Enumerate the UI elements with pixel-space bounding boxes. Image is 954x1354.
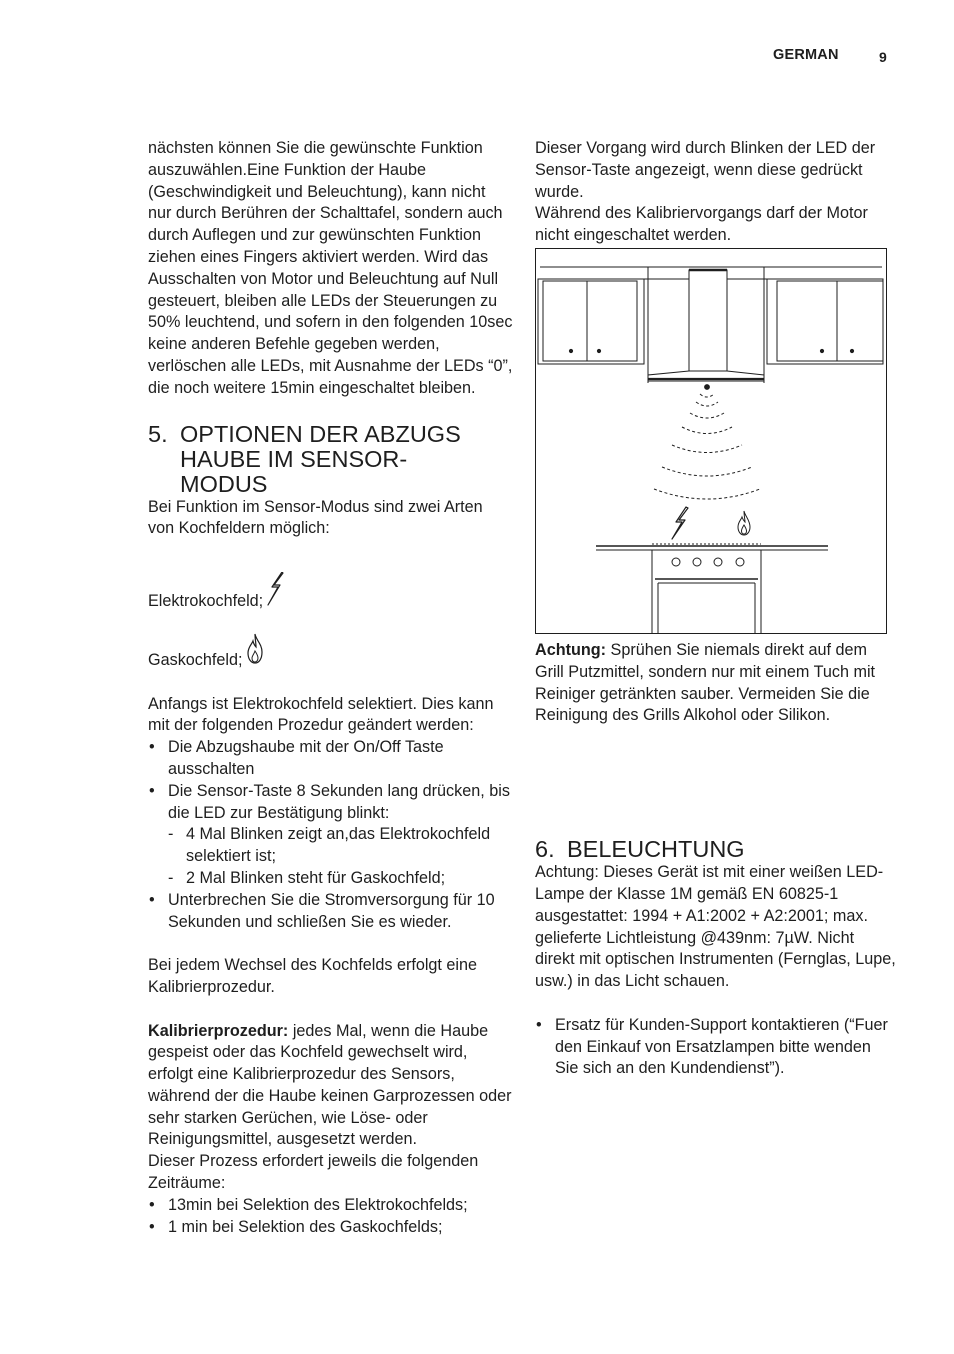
list-item: • 1 min bei Selektion des Gaskochfelds; bbox=[148, 1217, 513, 1239]
hood-sensor-illustration bbox=[535, 248, 887, 634]
electric-hob-label: Elektrokochfeld; bbox=[148, 592, 264, 611]
section-5-heading bbox=[148, 422, 513, 497]
process-text: Dieser Prozess erfordert jeweils die folgenden Zeiträume: bbox=[148, 1152, 479, 1193]
hood-chimney bbox=[689, 270, 727, 371]
blink-text: Dieser Vorgang wird durch Blinken der LED der Sensor-Taste angezeigt, wenn diese gedrückt wurde. bbox=[535, 139, 876, 201]
warning-paragraph: Achtung: Sprühen Sie niemals direkt auf dem Grill Putzmittel, sondern nur mit einem Tuch mit Reiniger getränkten sauber. Vermeiden Sie die Reinigung des Grills Alkohol oder Silikon. bbox=[535, 640, 876, 725]
support-list bbox=[535, 1015, 897, 1080]
section-6-heading bbox=[535, 837, 897, 862]
list-item: - 4 Mal Blinken zeigt an,das Elektrokochfeld selektiert ist; bbox=[148, 824, 513, 868]
duration-list bbox=[148, 1195, 513, 1239]
section-6-number: 6. bbox=[535, 836, 555, 863]
change-note: Bei jedem Wechsel des Kochfelds erfolgt eine Kalibrierprozedur. bbox=[148, 956, 478, 996]
warning-label: Achtung: bbox=[535, 640, 607, 659]
section-5-title: OPTIONEN DER ABZUGS HAUBE IM SENSOR-MODUS bbox=[180, 420, 461, 497]
list-item: • Unterbrechen Sie die Stromversorgung für 10 Sekunden und schließen Sie es wieder. bbox=[148, 890, 513, 934]
list-item: • Die Sensor-Taste 8 Sekunden lang drücken, bis die LED zur Bestätigung blinkt: - 4 Mal Blinken zeigt an,das Elektrokochfeld selektiert ist; - 2 Mal Blinken steht für Gaskochfeld; bbox=[148, 781, 513, 890]
gas-hob-row bbox=[148, 633, 513, 672]
list-item: • Ersatz für Kunden-Support kontaktieren (“Fuer den Einkauf von Ersatzlampen bitte wenden Sie sich an den Kundendienst”). bbox=[535, 1015, 897, 1080]
section-5-intro: Bei Funktion im Sensor-Modus sind zwei Arten von Kochfeldern möglich: bbox=[148, 497, 483, 538]
list-item: • 13min bei Selektion des Elektrokochfelds; bbox=[148, 1195, 513, 1217]
wall-cabinet-right bbox=[767, 279, 883, 364]
calibration-paragraph: Kalibrierprozedur: jedes Mal, wenn die Haube gespeist oder das Kochfeld gewechselt wird, erfolgt eine Kalibrierprozedur des Sensors, während der die Haube keinen Garprozessen oder sehr starken Gerüchen, wie Löse- oder Reinigungsmittel, ausgesetzt werden. bbox=[148, 1021, 512, 1149]
list-item: - 2 Mal Blinken steht für Gaskochfeld; bbox=[148, 868, 513, 890]
section-6-title: BELEUCHTUNG bbox=[567, 836, 745, 863]
page-number: 9 bbox=[879, 49, 887, 65]
left-column bbox=[148, 138, 513, 1238]
flame-icon bbox=[245, 633, 265, 672]
default-hob-text: Anfangs ist Elektrokochfeld selektiert. Dies kann mit der folgenden Prozedur geändert werden: bbox=[148, 694, 494, 735]
section-6-text: Achtung: Dieses Gerät ist mit einer weißen LED-Lampe der Klasse 1M gemäß EN 60825-1 ausgestattet: 1994 + A1:2002 + A2:2001; max. gelieferte Lichtleistung @439nm: 7µW. Nicht direkt mit optischen Instrumenten (Fernglas, Lupe, usw.) in das Licht schauen. bbox=[535, 863, 896, 991]
blink-substeps bbox=[148, 824, 513, 889]
section-5-number: 5. bbox=[148, 420, 168, 447]
gas-hob-label: Gaskochfeld; bbox=[148, 650, 243, 669]
calibration-label: Kalibrierprozedur: bbox=[148, 1021, 289, 1040]
right-column bbox=[535, 138, 897, 1080]
list-item: • Die Abzugshaube mit der On/Off Taste ausschalten bbox=[148, 737, 513, 781]
header-language: GERMAN bbox=[773, 47, 839, 63]
lightning-icon bbox=[266, 572, 286, 613]
motor-text: Während des Kalibriervorgangs darf der Motor nicht eingeschaltet werden. bbox=[535, 204, 868, 245]
hob-change-steps bbox=[148, 737, 513, 933]
intro-paragraph: nächsten können Sie die gewünschte Funktion auszuwählen.Eine Funktion der Haube (Geschwindigkeit und Beleuchtung), kann nicht nur durch Berühren der Schalttafel, sondern auch durch Auflegen und zur gewünschten Funktion ziehen eines Fingers aktiviert werden. Wird das Ausschalten von Motor und Beleuchtung auf Null gesteuert, bleiben alle LEDs der Steuerungen zu 50% leuchtend, und sofern in den folgenden 10sec keine anderen Befehle gegeben werden, verlöschen alle LEDs, mit Ausnahme der LEDs “0”, die noch weitere 15min eingeschaltet bleiben. bbox=[148, 139, 513, 397]
wall-cabinet-left bbox=[538, 279, 644, 364]
electric-hob-row bbox=[148, 572, 513, 613]
